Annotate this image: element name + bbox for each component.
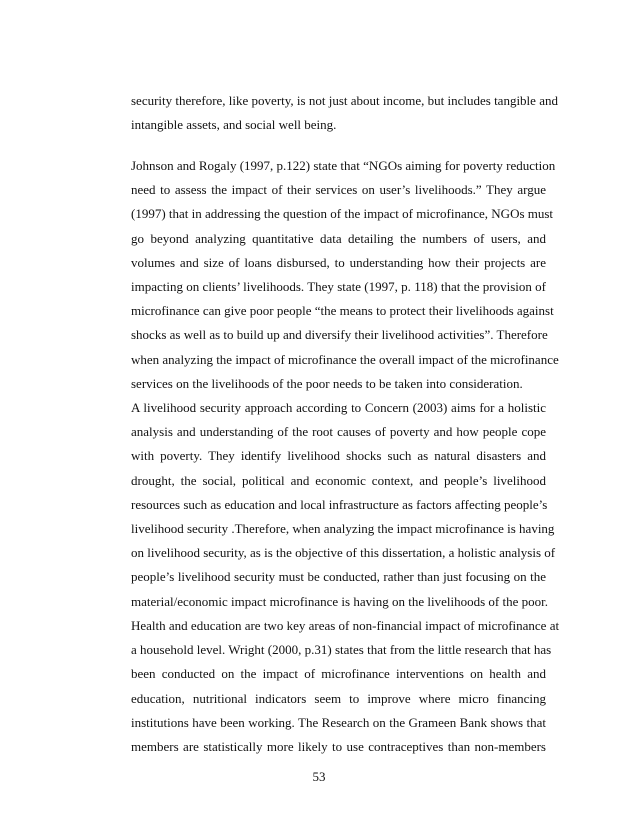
text-line: services on the livelihoods of the poor needs to be taken into consideration. [131,375,523,391]
text-line: Johnson and Rogaly (1997, p.122) state that “NGOs aiming for poverty reduction [131,158,556,173]
text-line: A livelihood security approach according to Concern (2003) aims for a holistic [131,400,546,415]
text-line: members are statistically more likely to use contraceptives than non-members [131,738,546,754]
text-line: education, nutritional indicators seem to improve where micro financing [131,690,546,706]
text-line: institutions have been working. The Research on the Grameen Bank shows that [131,714,546,730]
text-line: livelihood security .Therefore, when analyzing the impact microfinance is having [131,520,555,536]
text-line: material/economic impact microfinance is having on the livelihoods of the poor. [131,593,548,609]
text-line: on livelihood security, as is the objective of this dissertation, a holistic analysis of [131,545,556,561]
text-line: intangible assets, and social well being. [131,117,337,133]
paragraph-3 [131,396,556,614]
paragraph-4 [131,614,560,759]
paragraph-2 [131,154,559,396]
text-line: Health and education are two key areas of non-financial impact of microfinance at [131,618,560,633]
text-line: volumes and size of loans disbursed, to understanding how their projects are [131,254,546,270]
page-number: 53 [312,769,326,784]
text-line: been conducted on the impact of microfinance interventions on health and [131,666,546,682]
text-line: need to assess the impact of their services on user’s livelihoods.” They argue [131,182,546,198]
text-line: shocks as well as to build up and diversify their livelihood activities”. Therefore [131,327,548,343]
text-line: security therefore, like poverty, is not just about income, but includes tangible and [131,93,558,108]
text-line: (1997) that in addressing the question of the impact of microfinance, NGOs must [131,206,554,222]
text-line: microfinance can give poor people “the means to protect their livelihoods against [131,303,554,319]
text-line: go beyond analyzing quantitative data detailing the numbers of users, and [131,230,546,246]
text-line: resources such as education and local infrastructure as factors affecting people’s [131,496,548,512]
text-line: people’s livelihood security must be conducted, rather than just focusing on the [131,569,546,585]
paragraph-1 [131,89,558,137]
text-line: when analyzing the impact of microfinance the overall impact of the microfinance [131,351,559,367]
text-line: with poverty. They identify livelihood shocks such as natural disasters and [131,448,546,464]
text-line: impacting on clients’ livelihoods. They state (1997, p. 118) that the provision of [131,278,546,294]
text-line: drought, the social, political and economic context, and people’s livelihood [131,472,546,488]
text-line: analysis and understanding of the root causes of poverty and how people cope [131,424,546,440]
text-line: a household level. Wright (2000, p.31) states that from the little research that has [131,642,552,658]
